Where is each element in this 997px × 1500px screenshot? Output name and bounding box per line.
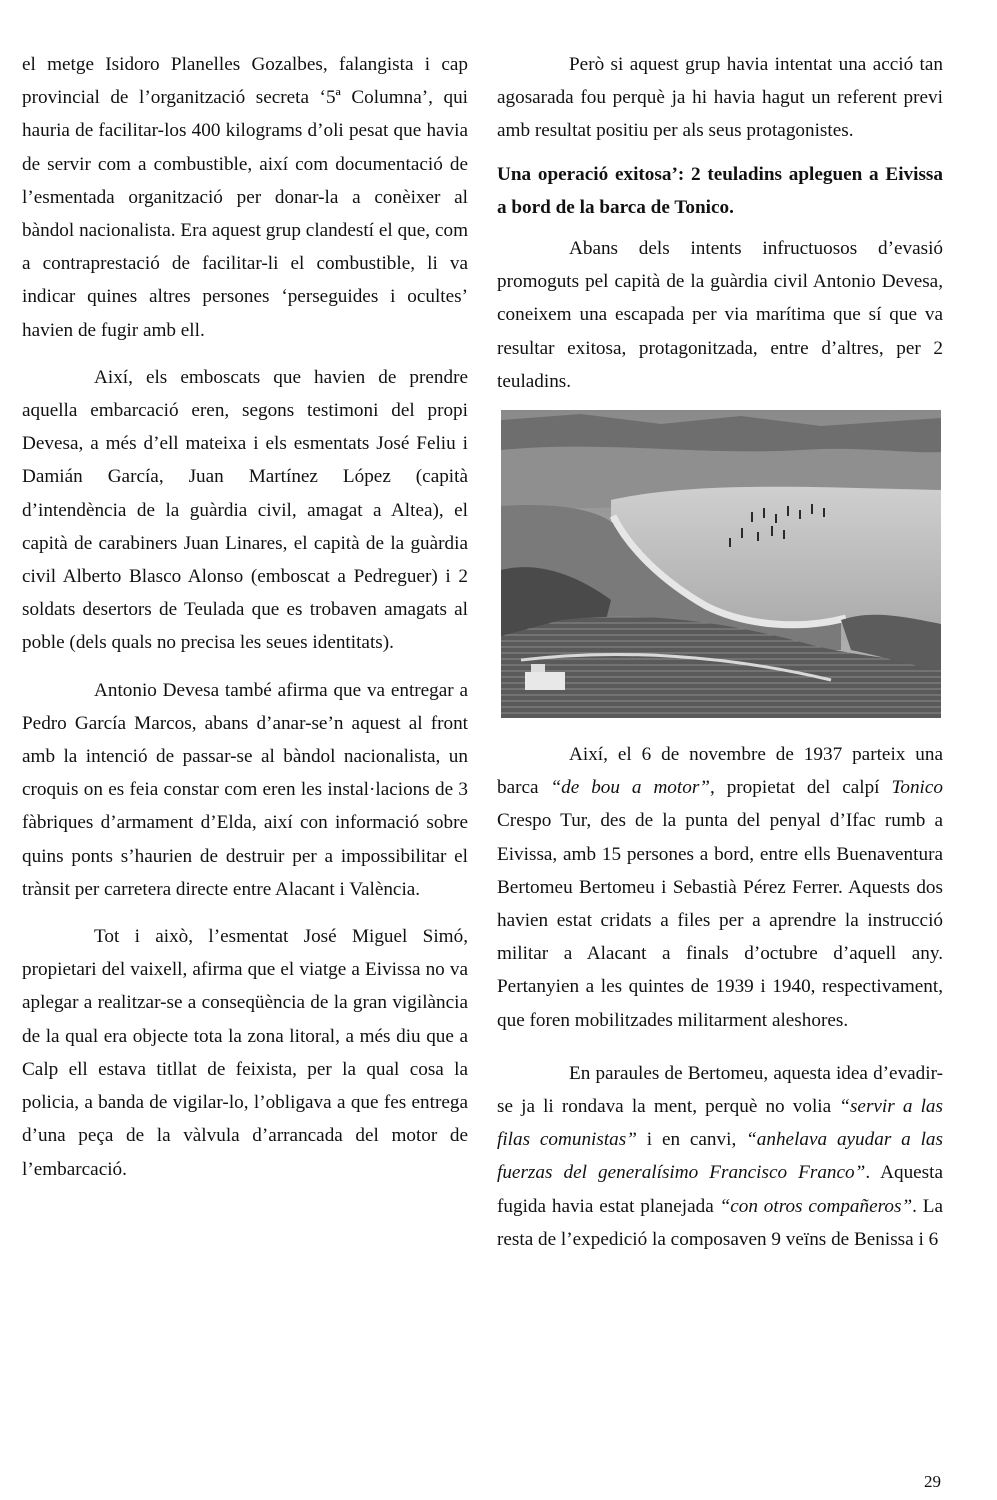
quoted-text: “de bou a motor” [550,777,710,799]
name-text: Tonico [891,777,943,799]
left-column [22,48,468,1186]
quoted-text: “anhelava ayudar a las fuerzas del generalísimo Francisco Franco” [497,1129,943,1184]
right-column [497,48,943,1256]
text-run: Així, el 6 de novembre de 1937 parteix una barca [497,744,943,799]
coastal-photo [501,410,941,718]
paragraph: Tot i això, l’esmentat José Miguel Simó, propietari del vaixell, afirma que el viatge a Eivissa no va aplegar a realitzar-se a conseqüència de la gran vigilància de la qual era objecte tota la zona litoral, a més diu que a Calp ell estava titllat de feixista, per la qual cosa la policia, a banda de vigilar-lo, l’obligava a que fes entrega d’una peça de la vàlvula d’arrancada del motor de l’embarcació. [22,926,468,1180]
text-run: . La resta de l’expedició la composaven 9 veïns de Benissa i 6 [497,1195,943,1250]
paragraph [497,1057,943,1256]
text-run: . Aquesta fugida havia estat planejada [497,1162,943,1217]
text-run: , propietat del calpí [709,777,892,799]
page-number: 29 [924,1472,941,1491]
paragraph: Així, els emboscats que havien de prendre aquella embarcació eren, segons testimoni del propi Devesa, a més d’ell mateixa i els esmentats José Feliu i Damián García, Juan Martínez López (capità d’intendència de la guàrdia civil, amagat a Altea), el capità de carabiners Juan Linares, el capità de la guàrdia civil Alberto Blasco Alonso (emboscat a Pedreguer) i 2 soldats desertors de Teulada que es trobaven amagats al poble (dels quals no precisa les seues identitats). [22,366,468,654]
text-run: i en canvi, [636,1129,747,1151]
paragraph: Antonio Devesa també afirma que va entregar a Pedro García Marcos, abans d’anar-se’n aquest al front amb la intenció de passar-se al bàndol nacionalista, un croquis on es feia constar com eren les instal·lacions de 3 fàbriques d’armament d’Elda, així con informació sobre quins ponts s’haurien de destruir per a impossibilitar el trànsit per carretera directe entre Alacant i València. [22,679,468,900]
text-run: En paraules de Bertomeu, aquesta idea d’evadir-se ja li rondava la ment, perquè no volia [497,1062,943,1118]
paragraph: Però si aquest grup havia intentat una acció tan agosarada fou perquè ja hi havia hagut un referent previ amb resultat positiu per als seus protagonistes. [497,54,943,142]
quoted-text: “servir a las filas comunistas” [497,1096,943,1151]
paragraph [497,738,943,1037]
paragraph: el metge Isidoro Planelles Gozalbes, falangista i cap provincial de l’organització secreta ‘5ª Columna’, qui hauria de facilitar-los 400 kilograms d’oli pesat que havia de servir com a combustible, així com documentació de l’esmentada organització per donar-la a conèixer al bàndol nacionalista. Era aquest grup clandestí el que, com a contraprestació de facilitar-li el combustible, li va indicar quines altres persones ‘perseguides i ocultes’ havien de fugir amb ell. [22,54,468,341]
section-heading: Una operació exitosa’: 2 teuladins apleguen a Eivissa a bord de la barca de Tonico. [497,163,943,218]
bay-aerial-photo [501,410,941,718]
quoted-text: “con otros compañeros” [719,1195,913,1217]
paragraph: Abans dels intents infructuosos d’evasió promoguts pel capità de la guàrdia civil Antonio Devesa, coneixem una escapada per via marítima que sí que va resultar exitosa, protagonitzada, entre d’altres, per 2 teuladins. [497,238,943,392]
text-run: Crespo Tur, des de la punta del penyal d’Ifac rumb a Eivissa, amb 15 persones a bord, entre ells Buenaventura Bertomeu Bertomeu i Sebastià Pérez Ferrer. Aquests dos havien estat cridats a files per a aprendre la instrucció militar a Alacant a finals d’octubre d’aquell any. Pertanyien a les quintes de 1939 i 1940, respectivament, que foren mobilitzades militarment aleshores. [497,810,943,1031]
